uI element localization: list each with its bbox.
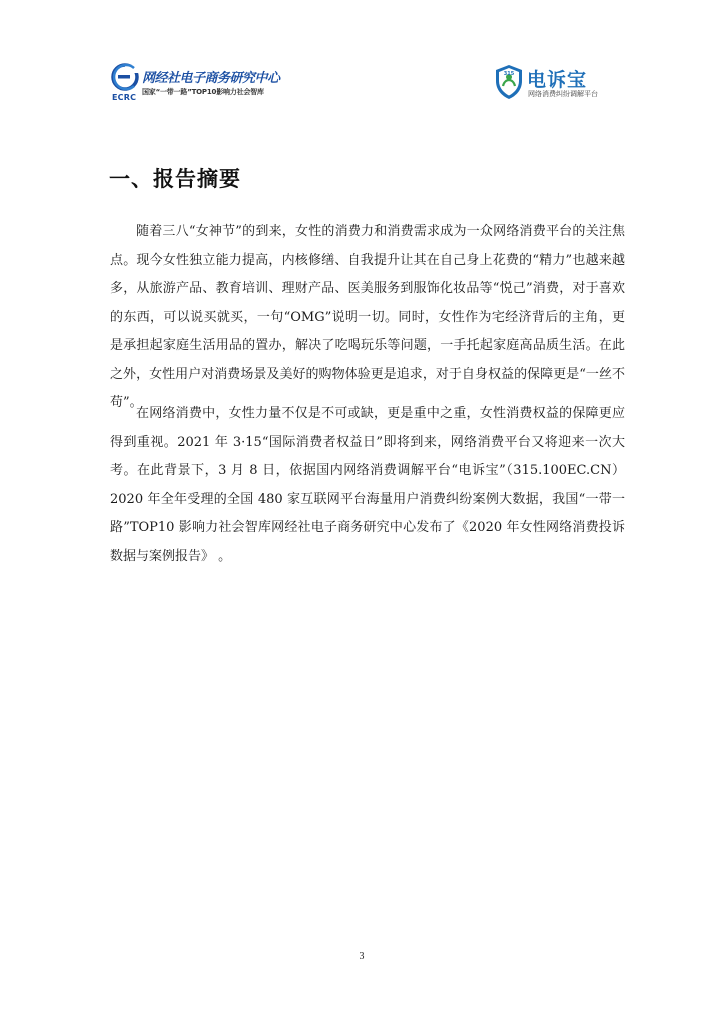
paragraph-1: 随着三八“女神节”的到来，女性的消费力和消费需求成为一众网络消费平台的关注焦点。现今女性独立能力提高，内核修缮、自我提升让其在自己身上花费的“精力”也越来越多，从旅游产品、教育培训、理财产品、医美服务到服饰化妆品等“悦己”消费，对于喜欢的东西，可以说买就买，一句“OMG”说明一切。同时，女性作为宅经济背后的主角，更是承担起家庭生活用品的置办，解决了吃喝玩乐等问题，一手托起家庭高品质生活。在此之外，女性用户对消费场景及美好的购物体验更是追求，对于自身权益的保障更是“一丝不苟”。 [110,224,625,410]
ecrc-logo [110,62,280,106]
org-name: 网经社电子商务研究中心 [142,71,280,86]
shield-icon [494,64,524,100]
page-number: 3 [359,951,365,962]
org-tagline: 国家“一带一路”TOP10影响力社会智库 [142,88,264,96]
logo-caption: ECRC [112,93,137,102]
brand-tagline: 网络消费纠纷调解平台 [528,90,598,98]
dianshubao-logo [494,64,614,104]
brand-name: 电诉宝 [527,69,588,91]
svg-text:315: 315 [503,71,515,77]
paragraph-2: 在网络消费中，女性力量不仅是不可或缺，更是重中之重，女性消费权益的保障更应得到重视。2021 年 3·15“国际消费者权益日”即将到来，网络消费平台又将迎来一次大考。在此背景下，3 月 8 日，依据国内网络消费调解平台“电诉宝”（315.100EC.CN）2020 年全年受理的全国 480 家互联网平台海量用户消费纠纷案例大数据，我国“一带一路”TOP10 影响力社会智库网经社电子商务研究中心发布了《2020 年女性网络消费投诉数据与案例报告》 。 [110,406,625,564]
section-title: 一、报告摘要 [109,167,241,191]
